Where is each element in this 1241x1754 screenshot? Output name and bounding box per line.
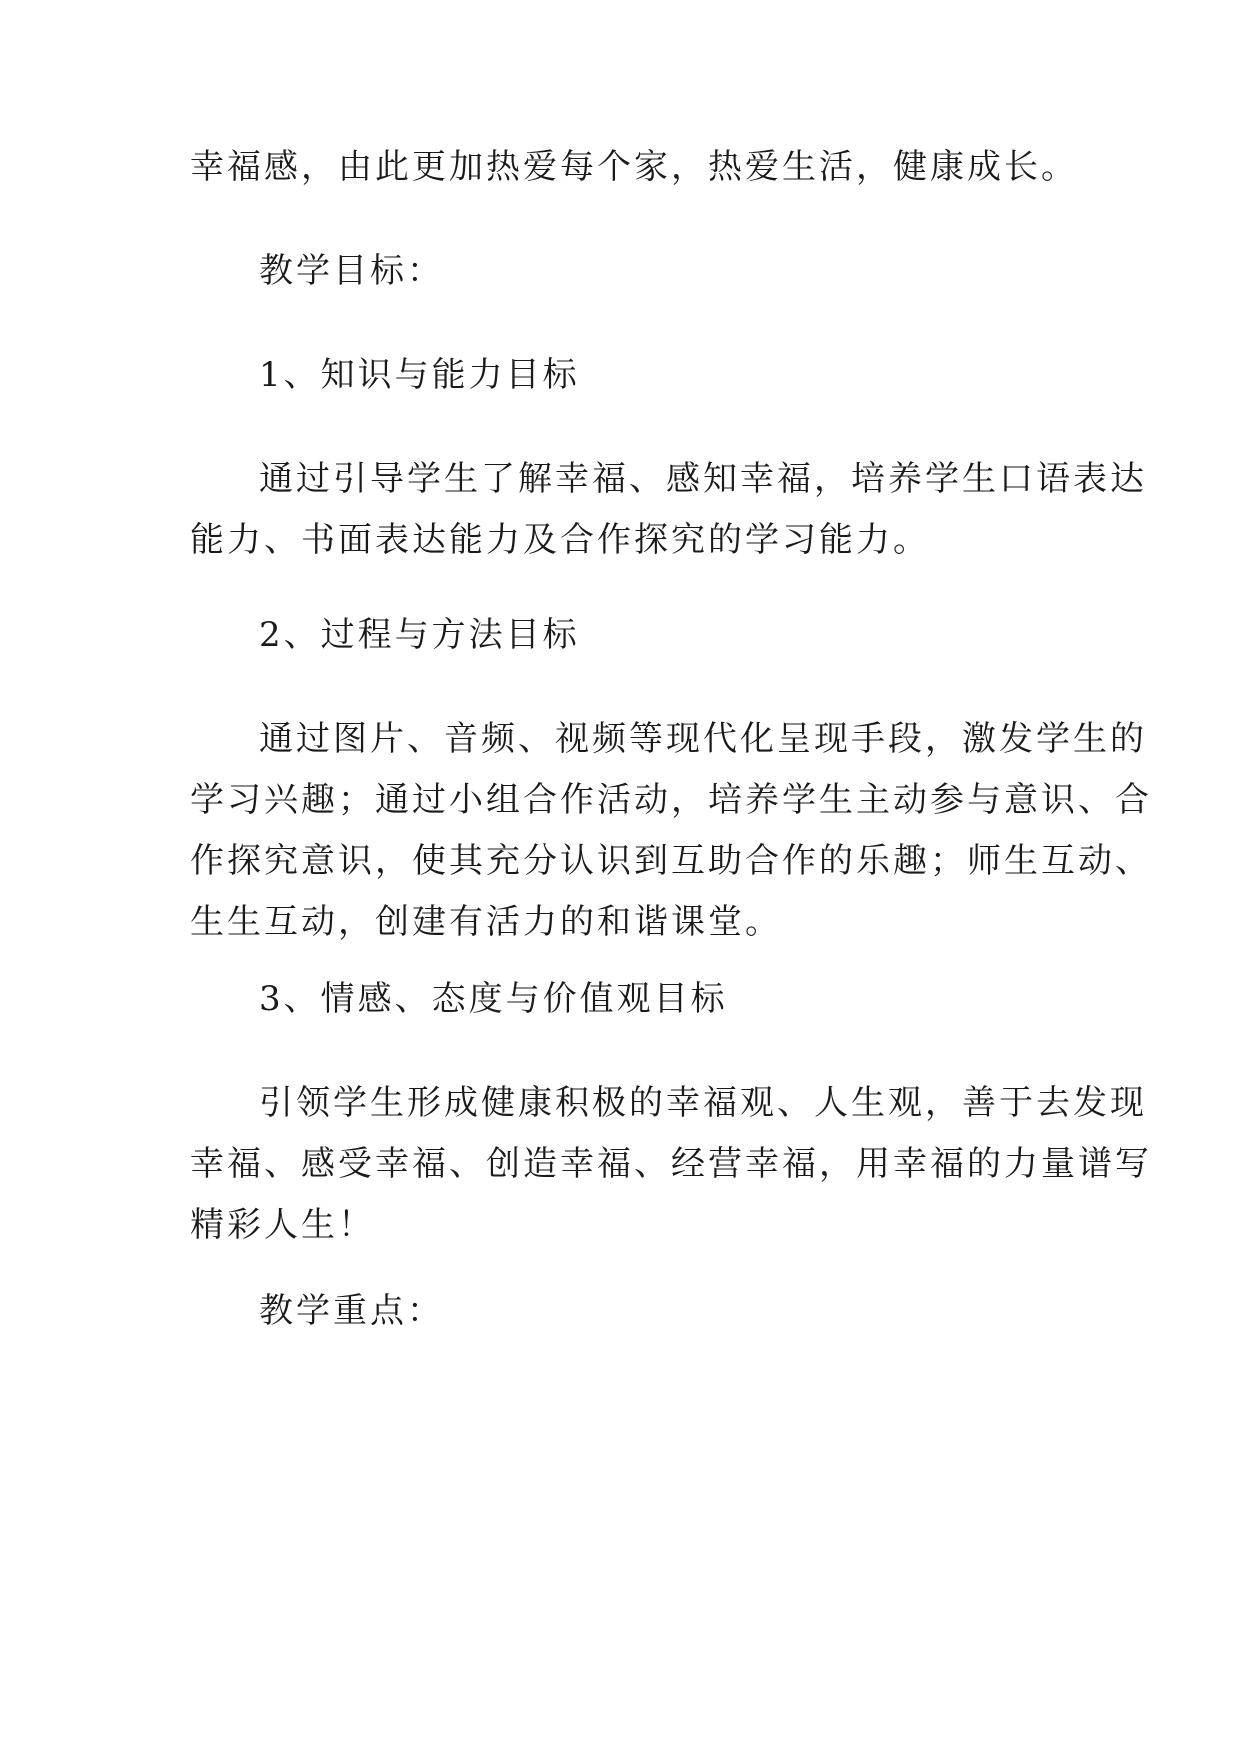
heading-teaching-focus: [190, 1281, 1070, 1342]
paragraph-continuation: [190, 137, 1078, 198]
heading-teaching-goals: [190, 241, 1070, 302]
text-line: 1、知识与能力目标: [259, 355, 580, 395]
text-line: 生生互动，创建有活力的和谐课堂。: [190, 902, 782, 942]
paragraph-emotion-values: [190, 1073, 1152, 1256]
text-line: 3、情感、态度与价值观目标: [259, 979, 728, 1019]
subheading-emotion-values: [190, 969, 1070, 1030]
text-line: 幸福、感受幸福、创造幸福、经营幸福，用幸福的力量谱写: [190, 1144, 1152, 1184]
text-line: 作探究意识，使其充分认识到互助合作的乐趣；师生互动、: [190, 841, 1152, 881]
subheading-knowledge-ability: [190, 345, 1070, 406]
text-line: 幸福感，由此更加热爱每个家，热爱生活，健康成长。: [190, 147, 1078, 187]
subheading-process-method: [190, 605, 1070, 666]
text-line: 通过图片、音频、视频等现代化呈现手段，激发学生的: [259, 719, 1147, 759]
text-line: 教学重点：: [259, 1291, 444, 1331]
text-line: 精彩人生！: [190, 1205, 375, 1245]
text-line: 能力、书面表达能力及合作探究的学习能力。: [190, 520, 930, 560]
text-line: 教学目标：: [259, 251, 444, 291]
paragraph-process-method: [190, 709, 1152, 953]
text-line: 通过引导学生了解幸福、感知幸福，培养学生口语表达: [259, 459, 1147, 499]
text-line: 2、过程与方法目标: [259, 615, 580, 655]
text-line: 引领学生形成健康积极的幸福观、人生观，善于去发现: [259, 1083, 1147, 1123]
paragraph-knowledge-ability: [190, 449, 1147, 571]
text-line: 学习兴趣；通过小组合作活动，培养学生主动参与意识、合: [190, 780, 1152, 820]
